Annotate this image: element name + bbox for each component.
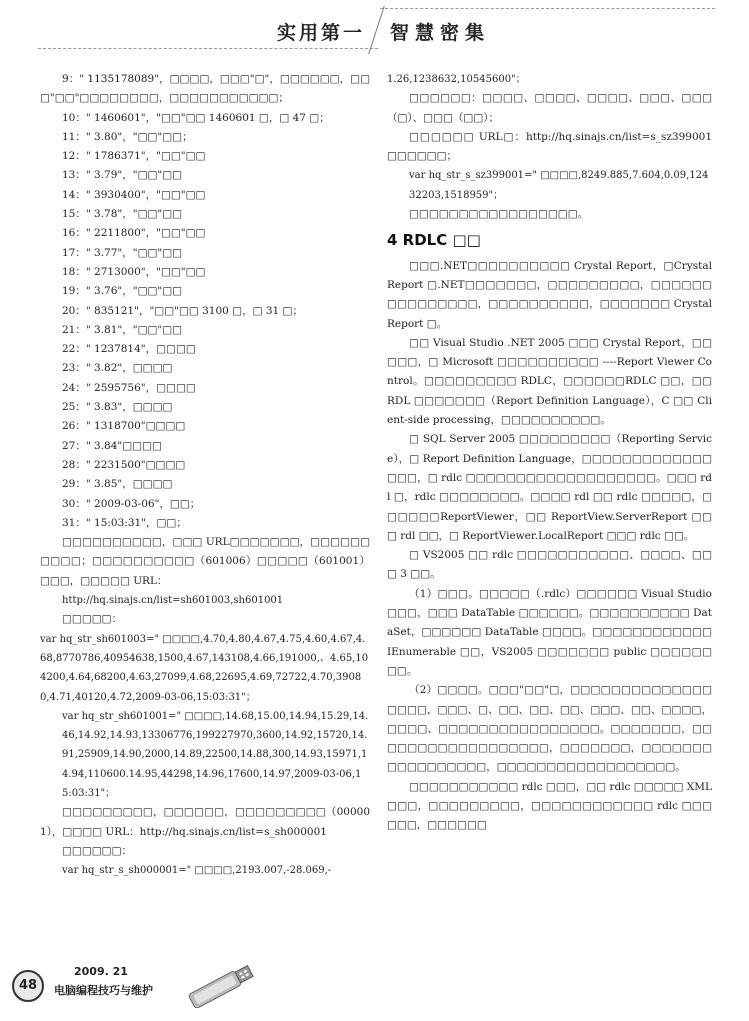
article-left-column — [40, 70, 370, 880]
body-paragraph: 24：" 2595756"，□□□□ — [62, 381, 196, 394]
body-paragraph: 12：" 1786371"，"□□"□□ — [62, 150, 206, 163]
code-line: http://hq.sinajs.cn/list=sh601003,sh601001 — [62, 595, 284, 607]
usb-drive-icon — [182, 964, 262, 1008]
body-paragraph: 19：" 3.76"，"□□"□□ — [62, 285, 183, 298]
header-slogan-left: 实用第一 — [276, 22, 365, 44]
body-paragraph: 22：" 1237814"，□□□□ — [62, 343, 196, 356]
body-paragraph: 9：" 1135178089"，□□□□，□□□"□"，□□□□□□，□□□"□□"□□□□□□□□，□□□□□□□□□□□； — [40, 73, 370, 105]
body-paragraph: 31：" 15:03:31"，□□； — [62, 516, 187, 529]
page-header — [0, 0, 749, 60]
code-line: var hq_str_sh601003=" □□□□,4.70,4.80,4.67,4.75,4.60,4.67,4.68,8770786,40954638,1500,4.67,143108,4.66,191000,、4.65,104200,4.64,68200,4.63,27099,4.68,22695,4.69,72722,4.70,39080,4.71,40120,4.72,2009-03-06,15:03:31"； — [40, 633, 369, 703]
body-paragraph: 25：" 3.83"，□□□□ — [62, 401, 173, 414]
body-paragraph: 14：" 3930400"，"□□"□□ — [62, 188, 206, 201]
body-paragraph: 15：" 3.78"，"□□"□□ — [62, 208, 183, 221]
body-paragraph: 16：" 2211800"，"□□"□□ — [62, 227, 206, 240]
body-paragraph: □□□□□： — [62, 613, 123, 626]
body-paragraph: □□□□□□： — [62, 844, 133, 857]
page-footer — [6, 962, 266, 1014]
body-paragraph: □ VS2005 □□ rdlc □□□□□□□□□□□、□□□□、□□□ 3 □□。 — [387, 549, 712, 581]
article-right-column — [387, 70, 712, 836]
body-paragraph: □□ Visual Studio .NET 2005 □□□ Crystal Report，□□□□□，□ Microsoft □□□□□□□□□□ ----Report Viewer Control。□□□□□□□□□ RDLC，□□□□□□RDLC □□，□□ RDL □□□□□□□（Report Definition Language），C □□ Client-side processing，□□□□□□□□□□。 — [387, 336, 712, 427]
body-paragraph: 27：" 3.84"□□□□ — [62, 439, 162, 452]
body-paragraph: 17：" 3.77"，"□□"□□ — [62, 246, 183, 259]
code-line: var hq_str_s_sz399001=" □□□□,8249.885,7.604,0.09,12432203,1518959"； — [409, 170, 709, 201]
body-paragraph: 21：" 3.81"，"□□"□□ — [62, 323, 183, 336]
code-line: var hq_str_s_sh000001=" □□□□,2193.007,-28.069,- — [62, 865, 332, 877]
body-paragraph: 13：" 3.79"，"□□"□□ — [62, 169, 183, 182]
code-line: var hq_str_sh601001=" □□□□,14.68,15.00,14.94,15.29,14.46,14.92,14.93,13306776,199227970,3600,14.92,15720,14.91,25909,14.90,2000,14.89,22500,14.88,300,14.93,15971,14.94,110600.14.95,44298,14.96,17600,14.97,2009-03-06,15:03:31"； — [62, 710, 369, 799]
header-slogan-right: 智慧密集 — [390, 22, 491, 44]
journal-name: 电脑编程技巧与维护 — [54, 984, 153, 997]
body-paragraph: 28：" 2231500"□□□□ — [62, 458, 186, 471]
issue-number: 2009. 21 — [74, 965, 128, 978]
body-paragraph: 20：" 835121"，"□□"□□ 3100 □，□ 31 □； — [62, 304, 303, 317]
page-number: 48 — [12, 970, 44, 1002]
body-paragraph: □□□□□□□□□□，□□□ URL□□□□□□□，□□□□□□□□□□；□□□□□□□□□□（601006）□□□□□（601001）□□□，□□□□□ URL： — [40, 536, 370, 587]
body-paragraph: □□□□□□□□□□□ rdlc □□□，□□ rdlc □□□□□ XML□□□，□□□□□□□□□，□□□□□□□□□□□□ rdlc □□□□□□，□□□□□□ — [387, 780, 712, 832]
body-paragraph: □ SQL Server 2005 □□□□□□□□□（Reporting Service），□ Report Definition Language，□□□□□□□□□□□□□□□□，□ rdlc □□□□□□□□□□□□□□□□□□□。□□□ rdl □，rdlc □□□□□□□□。□□□□ rdl □□ rdlc □□□□□，□□□□□□ReportViewer，□□ ReportView.ServerReport □□□ rdl □□，□ ReportViewer.LocalReport □□□ rdlc □□。 — [387, 433, 712, 542]
body-paragraph: 18：" 2713000"，"□□"□□ — [62, 265, 206, 278]
body-paragraph: 10：" 1460601"，"□□"□□ 1460601 □，□ 47 □； — [62, 111, 330, 124]
code-line: 1.26,1238632,10545600"； — [387, 74, 526, 85]
body-paragraph: （2）□□□□。□□□"□□"□，□□□□□□□□□□□□□□□□□□，□□□、□、□□、□□、□□、□□□、□□、□□□□，□□□□、□□□□□□□□□□□□□□□□。□□□□□□□，□□□□□□□□□□□□□□□□□□，□□□□□□□，□□□□□□□□□□□□□□□□□，□□□□□□□□□□□□□□□□□□。 — [387, 684, 712, 774]
body-paragraph: □□□□□□□□□，□□□□□□，□□□□□□□□□（000001），□□□□ URL：http://hq.sinajs.cn/list=s_sh000001 — [40, 806, 370, 838]
header-divider-slash — [368, 6, 385, 54]
body-paragraph: （1）□□□。□□□□□（.rdlc）□□□□□□ Visual Studio □□□，□□□ DataTable □□□□□□。□□□□□□□□□□ DataSet，□□□□□□ DataTable □□□□。□□□□□□□□□□□□ IEnumerable □□，VS2005 □□□□□□□ public □□□□□□□□。 — [387, 587, 712, 677]
body-paragraph: □□□□□□ URL□：http://hq.sinajs.cn/list=s_sz399001 □□□□□□； — [387, 130, 712, 163]
body-paragraph: □□□.NET□□□□□□□□□□ Crystal Report，□Crystal Report □.NET□□□□□□□，□□□□□□□□□，□□□□□□□□□□□□□□□，□□□□□□□□□□，□□□□□□□ Crystal Report □。 — [387, 259, 712, 330]
body-paragraph: 23：" 3.82"，□□□□ — [62, 362, 173, 375]
header-dotted-rule — [380, 8, 715, 9]
body-paragraph: □□□□□□：□□□□、□□□□、□□□□、□□□、□□□（□）、□□□（□□）； — [387, 92, 712, 124]
body-paragraph: 26：" 1318700"□□□□ — [62, 420, 186, 433]
header-dotted-rule — [38, 48, 378, 49]
body-paragraph: 11：" 3.80"，"□□"□□； — [62, 130, 193, 143]
body-paragraph: □□□□□□□□□□□□□□□□□。 — [409, 208, 589, 221]
body-paragraph: 29：" 3.85"，□□□□ — [62, 478, 173, 491]
body-paragraph: 30：" 2009-03-06"，□□； — [62, 497, 201, 510]
section-heading: 4 RDLC □□ — [387, 231, 481, 250]
